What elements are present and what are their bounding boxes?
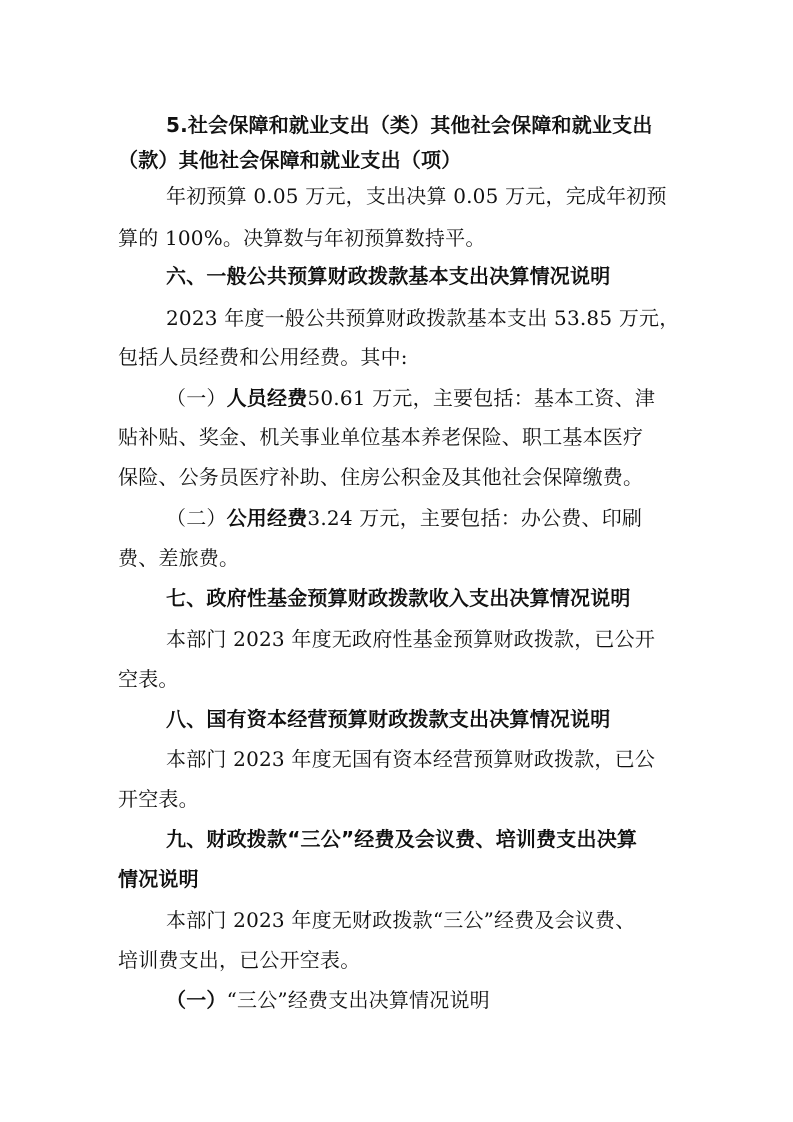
- item-1-prefix: （一）: [166, 386, 227, 410]
- section-6-item-2-line-1: [166, 506, 726, 530]
- section-6-item-1-line-2: 贴补贴、奖金、机关事业单位基本养老保险、职工基本医疗: [118, 425, 644, 449]
- item-1-text: 50.61 万元，主要包括：基本工资、津: [307, 386, 656, 410]
- item-2-text: 3.24 万元，主要包括：办公费、印刷: [307, 506, 643, 530]
- section-7-heading: 七、政府性基金预算财政拨款收入支出决算情况说明: [166, 586, 631, 610]
- section-7-body-line-1: 本部门 2023 年度无政府性基金预算财政拨款，已公开: [166, 627, 656, 651]
- section-9-heading-line-2: 情况说明: [118, 867, 199, 891]
- section-9-body-line-2: 培训费支出，已公开空表。: [118, 948, 361, 972]
- section-9-subheading: [166, 988, 726, 1012]
- section-6-body-line-1: 2023 年度一般公共预算财政拨款基本支出 53.85 万元，: [166, 306, 680, 330]
- section-6-item-1-line-1: [166, 386, 726, 410]
- section-9-body-line-1: 本部门 2023 年度无财政拨款“三公”经费及会议费、: [166, 908, 636, 932]
- subheading-prefix: （一）: [166, 988, 227, 1012]
- section-5-body-line-1: 年初预算 0.05 万元，支出决算 0.05 万元，完成年初预: [166, 184, 667, 208]
- section-8-body-line-2: 开空表。: [118, 787, 199, 811]
- section-5-heading-line-1: 5.社会保障和就业支出（类）其他社会保障和就业支出: [166, 113, 653, 137]
- section-8-heading: 八、国有资本经营预算财政拨款支出决算情况说明: [166, 707, 611, 731]
- section-6-item-2-line-2: 费、差旅费。: [118, 546, 240, 570]
- section-7-body-line-2: 空表。: [118, 667, 179, 691]
- section-9-heading-line-1: 九、财政拨款“三公”经费及会议费、培训费支出决算: [166, 827, 638, 851]
- item-1-label: 人员经费: [226, 386, 308, 410]
- section-8-body-line-1: 本部门 2023 年度无国有资本经营预算财政拨款，已公: [166, 747, 656, 771]
- section-5-body-line-2: 算的 100%。决算数与年初预算数持平。: [118, 226, 486, 250]
- section-6-heading: 六、一般公共预算财政拨款基本支出决算情况说明: [166, 264, 611, 288]
- section-6-body-line-2: 包括人员经费和公用经费。其中:: [118, 345, 408, 369]
- item-2-label: 公用经费: [226, 506, 308, 530]
- section-6-item-1-line-3: 保险、公务员医疗补助、住房公积金及其他社会保障缴费。: [118, 465, 644, 489]
- section-5-heading-line-2: （款）其他社会保障和就业支出（项）: [118, 148, 462, 172]
- subheading-text: “三公”经费支出决算情况说明: [226, 988, 490, 1012]
- item-2-prefix: （二）: [166, 506, 227, 530]
